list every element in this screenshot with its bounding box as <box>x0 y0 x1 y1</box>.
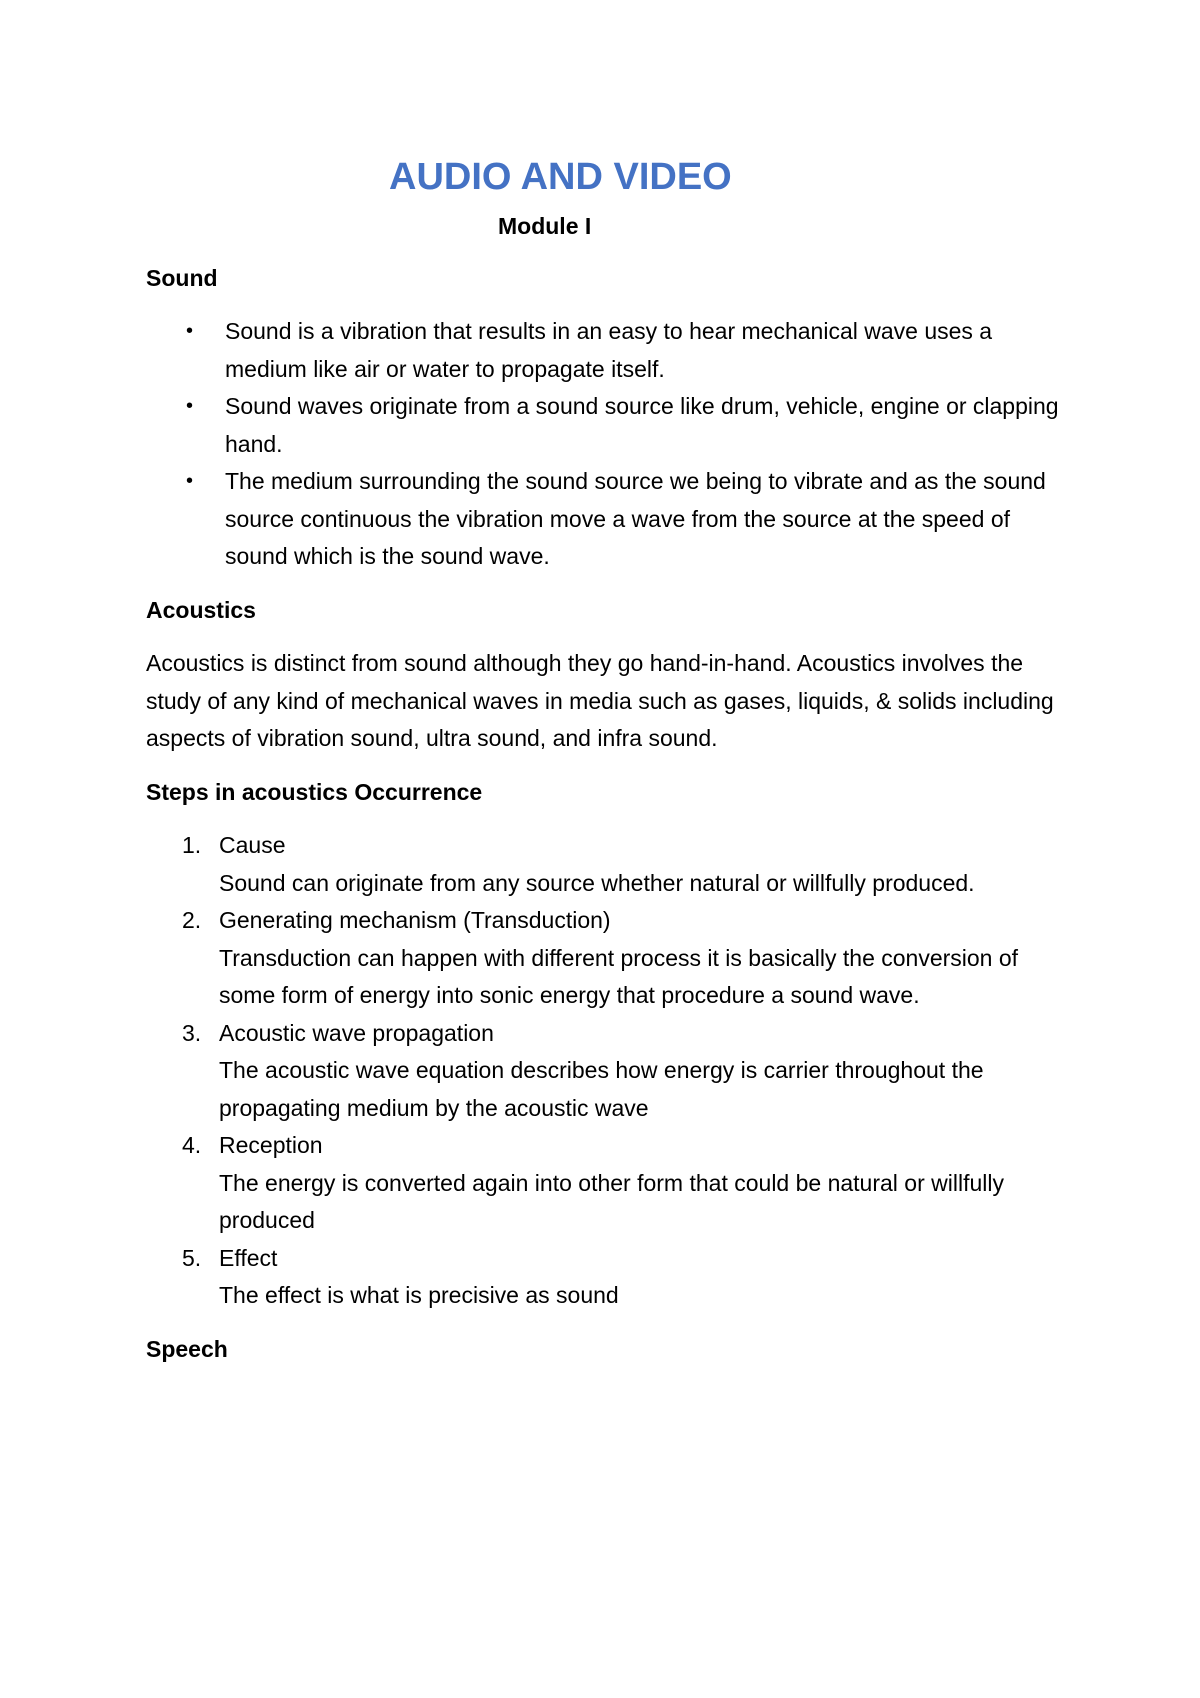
step-description: The effect is what is precisive as sound <box>219 1282 619 1308</box>
step-title: Acoustic wave propagation <box>219 1019 494 1046</box>
bullet-icon: • <box>186 320 194 342</box>
section-heading-sound: Sound <box>146 264 218 291</box>
sound-bullet-list <box>146 313 1076 576</box>
steps-numbered-list <box>146 827 1076 1315</box>
document-title: AUDIO AND VIDEO <box>389 156 732 198</box>
step-description: Sound can originate from any source whether natural or willfully produced. <box>219 869 975 896</box>
bullet-icon: • <box>186 395 194 417</box>
step-description: The acoustic wave equation describes how energy is carrier throughout the propagating medium by the acoustic wave <box>219 1057 984 1121</box>
list-item <box>146 1015 1076 1128</box>
step-title: Generating mechanism (Transduction) <box>219 907 611 933</box>
document-content <box>146 150 1076 1384</box>
step-number: 1. <box>182 832 202 858</box>
list-item <box>146 1240 1076 1315</box>
section-heading-steps: Steps in acoustics Occurrence <box>146 778 483 805</box>
bullet-text: Sound is a vibration that results in an easy to hear mechanical wave uses a medium like air or water to propagate itself. <box>225 318 993 382</box>
bullet-text: Sound waves originate from a sound source like drum, vehicle, engine or clapping hand. <box>225 393 1059 457</box>
step-number: 2. <box>182 907 202 933</box>
step-number: 4. <box>182 1132 202 1158</box>
list-item <box>146 1127 1076 1240</box>
section-heading-speech: Speech <box>146 1335 228 1362</box>
step-number: 5. <box>182 1244 202 1271</box>
step-description: The energy is converted again into other form that could be natural or willfully produced <box>219 1169 1004 1233</box>
list-item <box>146 463 1076 576</box>
list-item <box>146 313 1076 388</box>
step-description: Transduction can happen with different process it is basically the conversion of some form of energy into sonic energy that procedure a sound wave. <box>219 944 1019 1008</box>
bullet-text: The medium surrounding the sound source we being to vibrate and as the sound source continuous the vibration move a wave from the source at the speed of sound which is the sound wave. <box>225 468 1046 569</box>
bullet-icon: • <box>186 470 194 492</box>
list-item <box>146 902 1076 1015</box>
step-number: 3. <box>182 1019 202 1046</box>
step-title: Effect <box>219 1244 278 1271</box>
step-title: Cause <box>219 832 286 858</box>
acoustics-paragraph: Acoustics is distinct from sound although they go hand-in-hand. Acoustics involves the study of any kind of mechanical waves in media such as gases, liquids, & solids including aspects of vibration sound, ultra sound, and infra sound. <box>146 650 1054 751</box>
step-title: Reception <box>219 1132 323 1158</box>
section-heading-acoustics: Acoustics <box>146 596 256 623</box>
list-item <box>146 827 1076 902</box>
list-item <box>146 388 1076 463</box>
module-label: Module I <box>498 213 592 239</box>
